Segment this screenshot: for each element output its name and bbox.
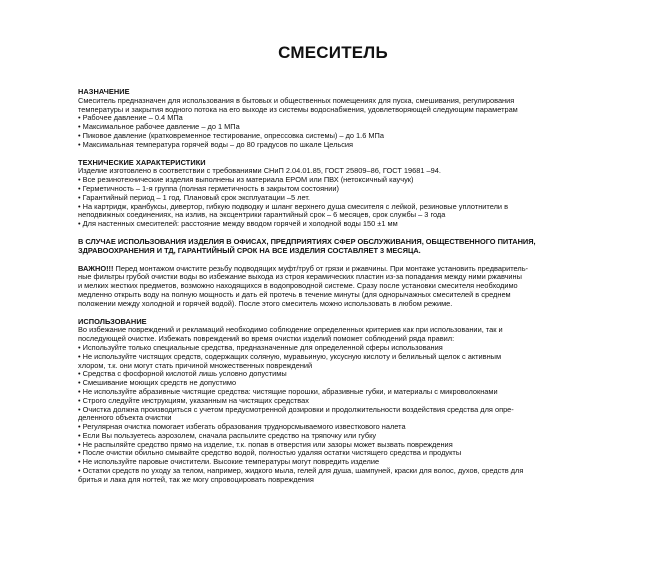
technical-line-7: • Для настенных смесителей: расстояние между вводом горячей и холодной воды 150 ±1 мм <box>78 219 398 229</box>
usage-line-14: • Не распыляйте средство прямо на изделие, т.к. попав в отверстия или зазоры может вызвать повреждения <box>78 439 453 449</box>
technical-line-4: • Гарантийный период – 1 год. Плановый срок эксплуатации –5 лет. <box>78 192 310 202</box>
warranty-warning-line-2: ЗДРАВООХРАНЕНИЯ И ТД, ГАРАНТИЙНЫЙ СРОК НА ВСЕ ИЗДЕЛИЯ СОСТАВЛЯЕТ 3 МЕСЯЦА. <box>78 245 421 255</box>
technical-line-6: неподвижных соединениях, на излив, на эксцентрики гарантийный срок – 6 месяцев, срок службы – 3 года <box>78 210 446 220</box>
purpose-line-3: • Рабочее давление – 0.4 МПа <box>78 113 183 123</box>
usage-line-16: • Не используйте паровые очистители. Высокие температуры могут повредить изделие <box>78 457 380 467</box>
important-line-4: медленно открыть воду на полную мощность и дать ей протечь в течение минуты (для однорычажных смесителей в среднем <box>78 289 511 299</box>
usage-line-4: • Не используйте чистящих средств, содержащих соляную, муравьиную, уксусную кислоту и белильный щелок с активным <box>78 351 502 361</box>
important-line-5: положении между холодной и горячей водой). После этого смеситель можно использовать в любом режиме. <box>78 298 453 308</box>
usage-line-6: • Средства с фосфорной кислотой лишь условно допустимы <box>78 369 287 379</box>
technical-line-1: Изделие изготовлено в соответствии с требованиями СНиП 2.04.01.85, ГОСТ 25809–86, ГОСТ 19681 –94. <box>78 166 441 176</box>
purpose-line-4: • Максимальное рабочее давление – до 1 МПа <box>78 122 240 132</box>
important-lead: ВАЖНО!!! <box>78 263 114 273</box>
usage-line-7: • Смешивание моющих средств не допустимо <box>78 378 237 388</box>
usage-line-10: • Очистка должна производиться с учетом предусмотренной дозировки и продолжительности воздействия средства для опре- <box>78 404 514 414</box>
purpose-line-1: Смеситель предназначен для использования в бытовых и общественных помещениях для пуска, смешивания, регулирования <box>78 95 515 105</box>
usage-heading: ИСПОЛЬЗОВАНИЕ <box>78 316 147 326</box>
usage-line-18: бритья и лака для ногтей, так же могу спровоцировать повреждения <box>78 474 314 484</box>
usage-line-11: деленного объекта очистки <box>78 413 172 423</box>
technical-section <box>78 159 588 229</box>
usage-line-8: • Не используйте абразивные чистящие средства: чистящие порошки, абразивные губки, и материалы с микроволокнами <box>78 386 498 396</box>
purpose-line-2: температуры и закрытия водного потока на его выходе из системы водоснабжения, удовлетворяющей следующим параметрам <box>78 104 518 114</box>
important-line-2: ные фильтры грубой очистки воды во избежание выхода из строя керамических пластин из-за попадания между ними ржавчины <box>78 272 522 282</box>
usage-section <box>78 318 588 485</box>
purpose-line-6: • Максимальная температура горячей воды – до 80 градусов по шкале Цельсия <box>78 139 354 149</box>
usage-line-3: • Используйте только специальные средства, предназначенные для определенной сферы использования <box>78 342 443 352</box>
usage-line-2: последующей очистке. Избежать повреждений во время очистки изделий поможет соблюдений ряда правил: <box>78 334 455 344</box>
warranty-warning <box>78 238 588 256</box>
usage-line-12: • Регулярная очистка помогает избегать образования труднорсмываемого известкового налета <box>78 422 406 432</box>
technical-heading: ТЕХНИЧЕСКИЕ ХАРАКТЕРИСТИКИ <box>78 157 206 167</box>
usage-line-13: • Если Вы пользуетесь аэрозолем, сначала распылите средство на тряпочку или губку <box>78 430 377 440</box>
purpose-section <box>78 88 588 150</box>
usage-line-9: • Строго следуйте инструкциям, указанным на чистящих средствах <box>78 395 309 405</box>
purpose-line-5: • Пиковое давление (кратковременное тестирование, опрессовка системы) – до 1.6 МПа <box>78 130 384 140</box>
important-line-1-text: Перед монтажом очистите резьбу подводящих муфт/труб от грязи и ржавчины. При монтаже установить предваритель- <box>113 263 529 273</box>
important-line-3: и мелких жестких предметов, возможно находящихся в водопроводной системе. Сразу после установки смесителя необходимо <box>78 281 518 291</box>
usage-line-15: • После очистки обильно смывайте средство водой, полностью удаляя остатки чистящего средства и продукты <box>78 448 462 458</box>
technical-line-2: • Все резинотехнические изделия выполнены из материала EPOM или ПВХ (нетоксичный каучук) <box>78 175 414 185</box>
important-section <box>78 265 588 309</box>
warranty-warning-line-1: В СЛУЧАЕ ИСПОЛЬЗОВАНИЯ ИЗДЕЛИЯ В ОФИСАХ, ПРЕДПРИЯТИЯХ СФЕР ОБСЛУЖИВАНИЯ, ОБЩЕСТВЕННОГО ПИТАНИЯ, <box>78 236 536 246</box>
page-title: СМЕСИТЕЛЬ <box>278 43 388 62</box>
technical-line-3: • Герметичность – 1-я группа (полная герметичность в закрытом состоянии) <box>78 183 339 193</box>
usage-line-17: • Остатки средств по уходу за телом, например, жидкого мыла, гелей для душа, шампуней, краски для волос, духов, средств для <box>78 466 524 476</box>
technical-line-5: • На картридж, кранбуксы, дивертор, гибкую подводку и шланг верхнего душа смесителя с лейкой, резиновые уплотнители в <box>78 201 509 211</box>
usage-line-5: хлором, т.к. они могут стать причиной множественных повреждений <box>78 360 313 370</box>
usage-line-1: Во избежание повреждений и рекламаций необходимо соблюдение определенных критериев как при использовании, так и <box>78 325 503 335</box>
purpose-heading: НАЗНАЧЕНИЕ <box>78 87 130 96</box>
